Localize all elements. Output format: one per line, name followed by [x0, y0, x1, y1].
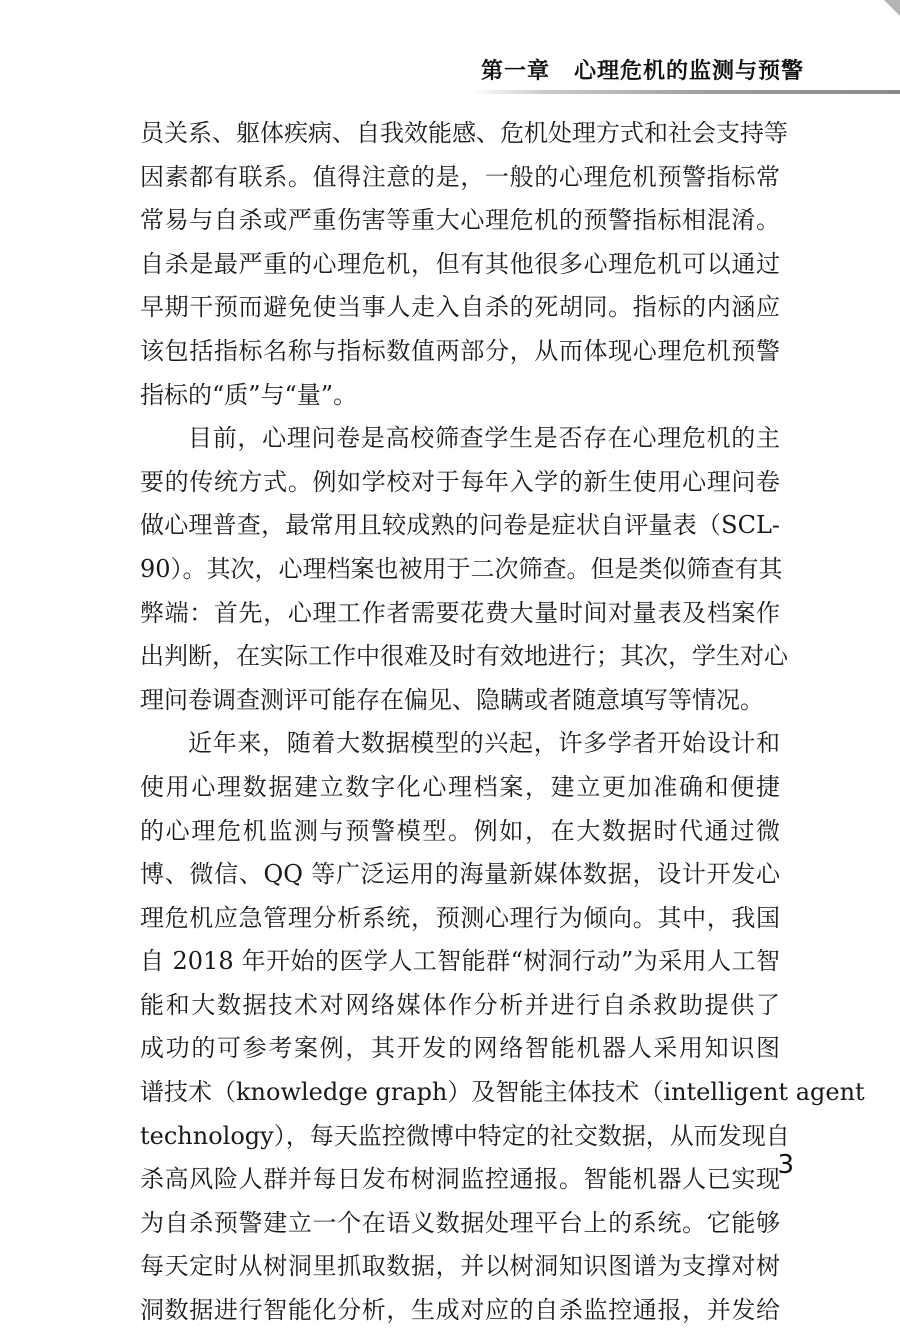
- running-header: [470, 58, 900, 90]
- header-rule: [470, 90, 900, 94]
- page-number: 3: [777, 1150, 794, 1180]
- chapter-title: 心理危机的监测与预警: [573, 59, 804, 84]
- text-line: 出判断，在实际工作中很难及时有效地进行；其次，学生对心: [140, 642, 788, 671]
- text-line: 90）。其次，心理档案也被用于二次筛查。但是类似筛查有其: [140, 554, 783, 583]
- text-line: 因素都有联系。值得注意的是，一般的心理危机预警指标常: [140, 162, 780, 191]
- text-line: 早期干预而避免使当事人走入自杀的死胡同。指标的内涵应: [140, 293, 780, 322]
- text-line: 指标的“质”与“量”。: [140, 380, 358, 409]
- text-line: 能和大数据技术对网络媒体作分析并进行自杀救助提供了: [140, 990, 780, 1019]
- header-title: [481, 58, 804, 86]
- text-line: 常易与自杀或严重伤害等重大心理危机的预警指标相混淆。: [140, 206, 780, 235]
- text-line: 为自杀预警建立一个在语义数据处理平台上的系统。它能够: [140, 1208, 780, 1237]
- text-line: 近年来，随着大数据模型的兴起，许多学者开始设计和: [188, 729, 780, 758]
- text-line: 每天定时从树洞里抓取数据，并以树洞知识图谱为支撑对树: [140, 1252, 780, 1281]
- body-text: [140, 112, 865, 1333]
- text-line: 理危机应急管理分析系统，预测心理行为倾向。其中，我国: [140, 903, 780, 932]
- text-line: 做心理普查，最常用且较成熟的问卷是症状自评量表（SCL-: [140, 511, 780, 540]
- text-line: 使用心理数据建立数字化心理档案，建立更加准确和便捷: [140, 772, 780, 801]
- text-line: 目前，心理问卷是高校筛查学生是否存在心理危机的主: [188, 424, 780, 453]
- corner-mark: [884, 0, 900, 16]
- text-line: 成功的可参考案例，其开发的网络智能机器人采用知识图: [140, 1034, 780, 1063]
- text-line: 理问卷调查测评可能存在偏见、隐瞒或者随意填写等情况。: [140, 685, 764, 714]
- text-line: 杀高风险人群并每日发布树洞监控通报。智能机器人已实现: [140, 1165, 780, 1194]
- text-line: 博、微信、QQ 等广泛运用的海量新媒体数据，设计开发心: [140, 860, 780, 889]
- text-line: 的心理危机监测与预警模型。例如，在大数据时代通过微: [140, 816, 780, 845]
- text-line: 要的传统方式。例如学校对于每年入学的新生使用心理问卷: [140, 467, 780, 496]
- text-line: 弊端：首先，心理工作者需要花费大量时间对量表及档案作: [140, 598, 780, 627]
- text-line: 洞数据进行智能化分析，生成对应的自杀监控通报，并发给: [140, 1296, 780, 1325]
- text-line: 该包括指标名称与指标数值两部分，从而体现心理危机预警: [140, 336, 780, 365]
- text-line: 自杀是最严重的心理危机，但有其他很多心理危机可以通过: [140, 249, 780, 278]
- text-line: 员关系、躯体疾病、自我效能感、危机处理方式和社会支持等: [140, 119, 788, 147]
- text-line: 自 2018 年开始的医学人工智能群“树洞行动”为采用人工智: [140, 947, 780, 976]
- text-line: 谱技术（knowledge graph）及智能主体技术（intelligent agent: [140, 1078, 865, 1107]
- text-line: technology），每天监控微博中特定的社交数据，从而发现自: [140, 1121, 790, 1150]
- chapter-label: 第一章: [480, 59, 550, 84]
